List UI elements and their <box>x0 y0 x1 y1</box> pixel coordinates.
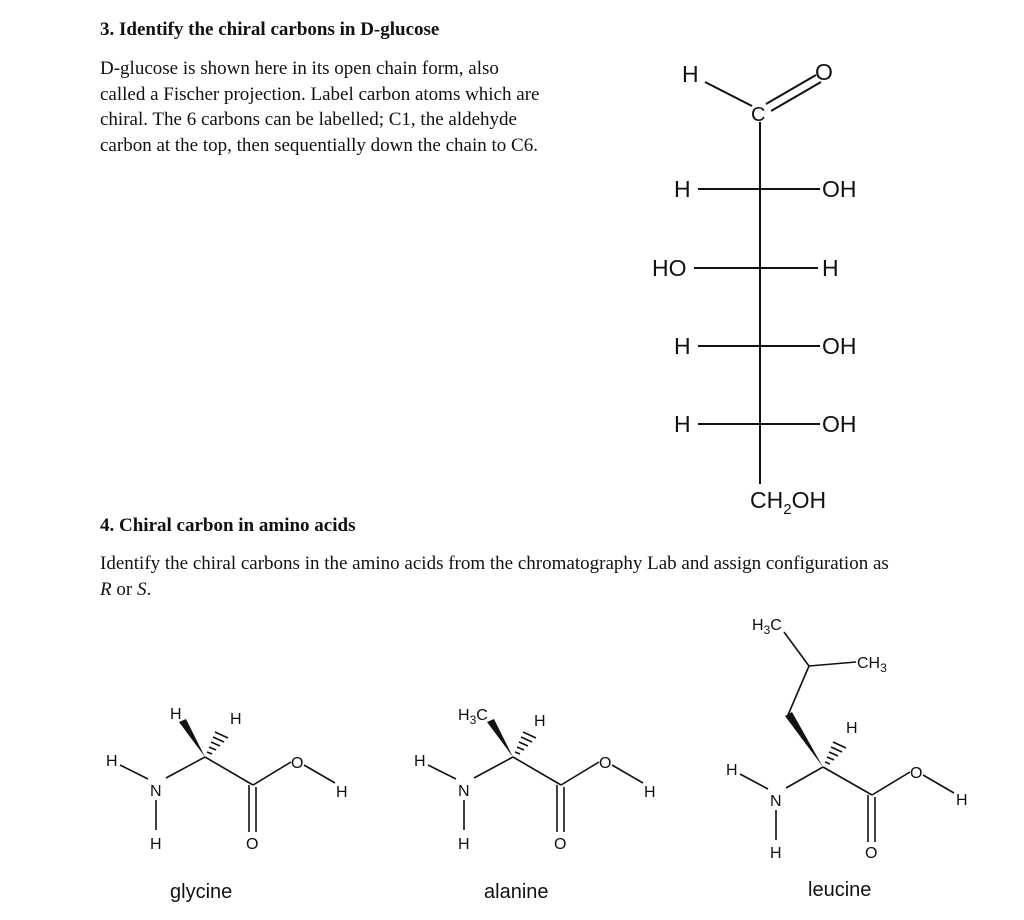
leucine-c-o-single-bond <box>872 772 910 795</box>
leucine-h-acid: H <box>956 792 968 809</box>
alanine-o-h-bond <box>612 765 643 783</box>
leucine-ca-c-bond <box>823 767 872 795</box>
glucose-c1-h: H <box>682 61 699 87</box>
alanine-n-ca-bond <box>474 757 513 778</box>
leucine-ch3-ch: CH <box>857 655 881 672</box>
leucine-ch3-subscript-3: 3 <box>880 661 887 675</box>
q4-body-text: Identify the chiral carbons in the amino acids from the chromatography Lab and assign configuration as <box>100 553 889 574</box>
q4-or-text: or <box>111 578 137 600</box>
glycine-n-ca-bond <box>166 757 205 778</box>
alanine-structure <box>414 707 656 903</box>
alanine-c-o-single-bond <box>561 762 599 785</box>
glycine-c-o-single-bond <box>253 762 291 785</box>
glucose-c6-oh: OH <box>791 487 827 513</box>
leucine-h-hash: H <box>846 720 858 737</box>
leucine-ch3 <box>857 655 887 675</box>
leucine-h-n-bond <box>740 774 768 789</box>
alanine-name: alanine <box>484 881 549 903</box>
leucine-o-double: O <box>865 845 878 862</box>
alanine-wedge-bond <box>487 719 513 757</box>
glucose-c4-h: H <box>674 333 691 359</box>
glucose-fischer-projection <box>694 75 821 484</box>
alanine-o-double: O <box>554 836 567 853</box>
alanine-n: N <box>458 783 470 800</box>
glucose-c1-o: O <box>815 59 833 85</box>
glycine-ca-c-bond <box>205 757 253 785</box>
q4-r-label: R <box>100 578 112 600</box>
glucose-c3-ho: HO <box>652 255 687 281</box>
leucine-ch-ch2-bond <box>788 666 809 715</box>
alanine-h-n-bond <box>428 765 456 779</box>
alanine-ca-c-bond <box>513 757 561 785</box>
alanine-h3c <box>458 707 488 727</box>
glycine-structure <box>106 706 348 903</box>
leucine-h-bottom: H <box>770 845 782 862</box>
leucine-name: leucine <box>808 879 872 901</box>
glycine-o-h-bond <box>304 765 335 783</box>
leucine-o-h-bond <box>923 775 954 793</box>
leucine-ch-ch3-bond <box>809 662 856 666</box>
leucine-n: N <box>770 793 782 810</box>
glucose-atom-labels <box>652 59 857 518</box>
glycine-h-acid: H <box>336 784 348 801</box>
glucose-c5-h: H <box>674 411 691 437</box>
glycine-h-hash: H <box>230 711 242 728</box>
glucose-c6-ch2oh <box>750 487 826 518</box>
leucine-h3c-subscript-3: 3 <box>763 623 771 637</box>
glycine-hash-bond <box>207 732 228 754</box>
q3-body: D-glucose is shown here in its open chain form, also called a Fischer projection. Label carbon atoms which are chiral. The 6 carbons can be labelled; C1, the aldehyde carbon at the top, then sequentially down the chain to C6. <box>100 58 540 156</box>
glycine-name: glycine <box>170 881 233 903</box>
leucine-wedge-bond <box>785 712 823 767</box>
glycine-h-bottom: H <box>150 836 162 853</box>
leucine-h3c <box>752 617 782 637</box>
glucose-c1-h-bond <box>705 82 752 106</box>
q3-heading: 3. Identify the chiral carbons in D-glucose <box>100 19 440 40</box>
leucine-hash-bond <box>825 742 846 764</box>
q4-heading: 4. Chiral carbon in amino acids <box>100 515 356 536</box>
glycine-o-double: O <box>246 836 259 853</box>
alanine-hash-bond <box>515 732 536 754</box>
glycine-h-n-bond <box>120 765 148 779</box>
glucose-c5-oh: OH <box>822 411 857 437</box>
leucine-n-ca-bond <box>786 767 823 788</box>
glucose-c2-oh: OH <box>822 176 857 202</box>
leucine-o-single: O <box>910 765 923 782</box>
alanine-h-acid: H <box>644 784 656 801</box>
leucine-h3c-h: H <box>752 617 764 634</box>
leucine-h3c-ch-bond <box>784 632 809 666</box>
alanine-o-single: O <box>599 755 612 772</box>
glycine-h-wedge: H <box>170 706 182 723</box>
alanine-h-hash: H <box>534 713 546 730</box>
glycine-n: N <box>150 783 162 800</box>
alanine-h-bottom: H <box>458 836 470 853</box>
q4-s-label: S <box>136 578 147 600</box>
alanine-h-left: H <box>414 753 426 770</box>
q4-period: . <box>146 578 152 600</box>
leucine-structure <box>726 617 968 901</box>
leucine-h3c-c: C <box>770 617 782 634</box>
glucose-c6-subscript-2: 2 <box>783 501 792 518</box>
alanine-h3c-h: H <box>458 707 470 724</box>
glucose-c6-ch: CH <box>750 487 784 513</box>
alanine-h3c-subscript-3: 3 <box>469 713 477 727</box>
glycine-h-left: H <box>106 753 118 770</box>
glucose-c4-oh: OH <box>822 333 857 359</box>
alanine-h3c-c: C <box>476 707 488 724</box>
glycine-o-single: O <box>291 755 304 772</box>
glucose-c3-h: H <box>822 255 839 281</box>
glycine-wedge-bond <box>179 719 205 757</box>
leucine-h-left: H <box>726 762 738 779</box>
glucose-c1-c: C <box>751 104 766 126</box>
glucose-c2-h: H <box>674 176 691 202</box>
